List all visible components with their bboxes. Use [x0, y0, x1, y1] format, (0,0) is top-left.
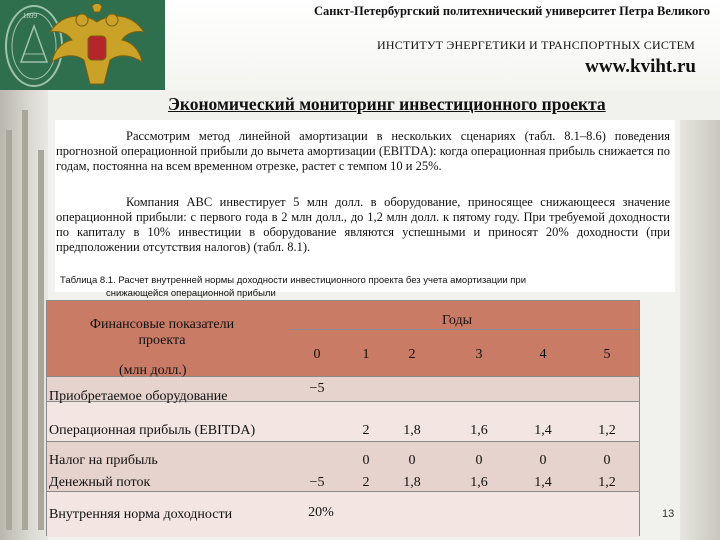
website-url[interactable]: www.kviht.ru: [585, 56, 696, 77]
row-label-ebitda: Операционная прибыль (EBITDA): [49, 423, 256, 438]
financial-table: [46, 300, 640, 536]
tax-year-1: 0: [362, 453, 370, 468]
building-column-decoration: [0, 90, 48, 540]
cash-flow-year-5: 1,2: [598, 475, 616, 490]
tax-year-3: 0: [475, 453, 483, 468]
caption-line-1: Таблица 8.1. Расчет внутренней нормы доходности инвестиционного проекта без учета амортизации при: [60, 275, 527, 286]
year-0: 0: [313, 347, 321, 362]
years-label: Годы: [442, 313, 472, 328]
year-4: 4: [539, 347, 547, 362]
ebitda-year-1: 2: [362, 423, 370, 438]
paragraph-1: Рассмотрим метод линейной амортизации в нескольких сценариях (табл. 8.1–8.6) поведения прогнозной операционной прибыли до вычета амортизации (EBITDA): когда операционная прибыль снижается по годам, постоянна на всем временном отрезке, растет с темпом 10 и 25%.: [56, 129, 670, 173]
table-header-unit: (млн долл.): [119, 363, 187, 378]
cash-flow-year-3: 1,6: [470, 475, 488, 490]
cash-flow-year-4: 1,4: [534, 475, 552, 490]
row-label-cash-flow: Денежный поток: [49, 475, 151, 490]
tax-year-4: 0: [539, 453, 547, 468]
year-2: 2: [408, 347, 416, 362]
header-divider: [289, 329, 639, 330]
row-label-equipment: Приобретаемое оборудование: [49, 389, 228, 404]
institute-name: ИНСТИТУТ ЭНЕРГЕТИКИ И ТРАНСПОРТНЫХ СИСТЕМ: [377, 38, 695, 52]
ebitda-year-4: 1,4: [534, 423, 552, 438]
irr-value: 20%: [308, 505, 334, 520]
caption-line-2: снижающейся операционной прибыли: [106, 288, 276, 299]
cash-flow-year-0: −5: [309, 475, 325, 490]
ebitda-year-5: 1,2: [598, 423, 616, 438]
row-divider: [47, 441, 639, 442]
row-label-tax: Налог на прибыль: [49, 453, 158, 468]
row-divider: [47, 491, 639, 492]
year-3: 3: [475, 347, 483, 362]
equipment-year-0: −5: [309, 381, 325, 396]
cash-flow-year-2: 1,8: [403, 475, 421, 490]
tax-year-5: 0: [603, 453, 611, 468]
year-1: 1: [362, 347, 370, 362]
year-5: 5: [603, 347, 611, 362]
seal-year: 1899: [23, 12, 37, 20]
cash-flow-year-1: 2: [362, 475, 370, 490]
building-right-decoration: [680, 120, 720, 540]
table-header-label: Финансовые показатели проекта: [89, 317, 235, 348]
page-number: 13: [662, 508, 675, 520]
row-label-irr: Внутренняя норма доходности: [49, 507, 233, 522]
table-caption: [60, 274, 620, 300]
double-headed-eagle-emblem-icon: [32, 4, 162, 92]
paragraph-2: Компания АВС инвестирует 5 млн долл. в оборудование, приносящее снижающееся значение операционной прибыли: с первого года в 2 млн долл., до 1,2 млн долл. к пятому году. При требуемой доходности по капиталу в 10% инвестиции в оборудование являются успешными и приносят 20% доходности (при предположении отсутствия налогов) (табл. 8.1).: [56, 195, 670, 254]
ebitda-year-3: 1,6: [470, 423, 488, 438]
university-name: Санкт-Петербургский политехнический университет Петра Великого: [314, 4, 710, 18]
slide-title: Экономический мониторинг инвестиционного проекта: [168, 94, 606, 114]
ebitda-year-2: 1,8: [403, 423, 421, 438]
tax-year-2: 0: [408, 453, 416, 468]
